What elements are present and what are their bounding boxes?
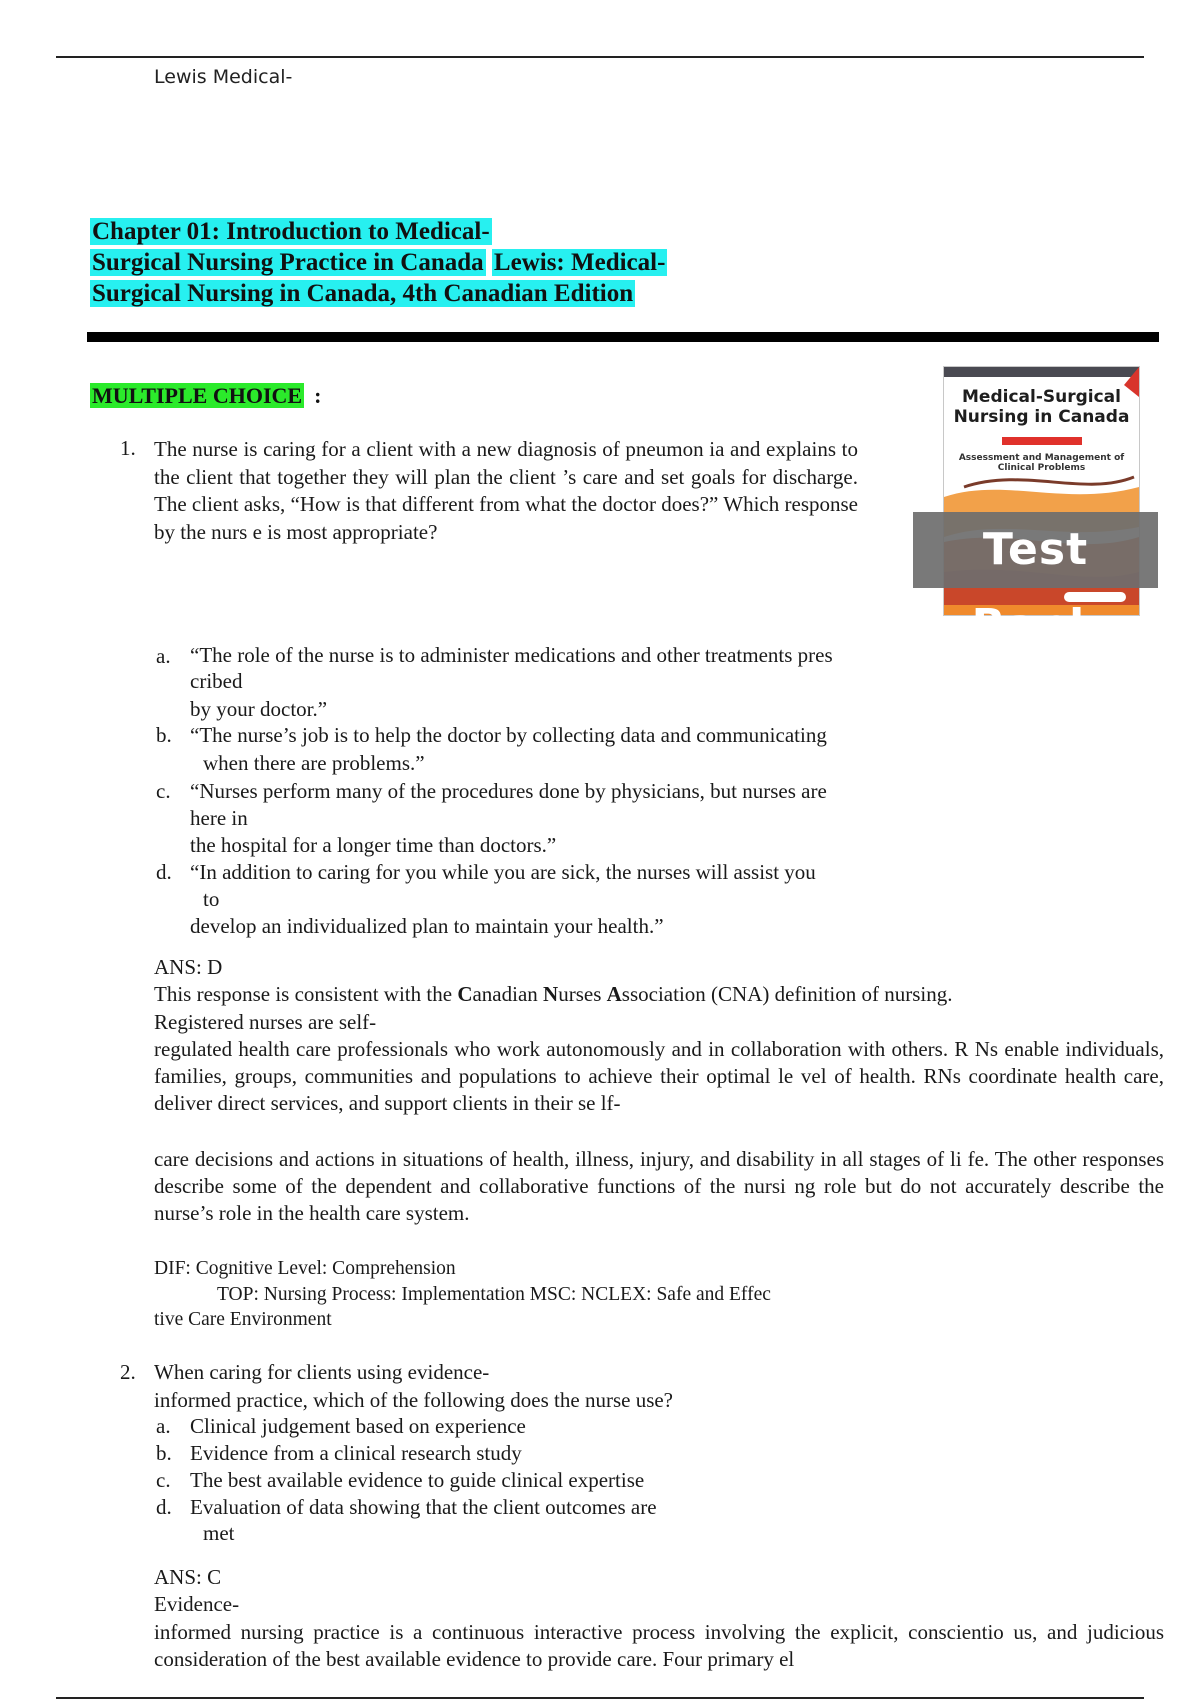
question-1-stem: The nurse is caring for a client with a new diagnosis of pneumon ia and explains to the client that together they will plan the client ’s care and set goals for discharge. The client asks, “How is that different from what the doctor does?” Which response by the nurs e is most appropriate? (154, 437, 858, 544)
question-2-stem-line2: informed practice, which of the following does the nurse use? (154, 1388, 674, 1412)
question-2-number: 2. (120, 1360, 136, 1384)
q1-option-d-text-line3: develop an individualized plan to maintain your health.” (190, 914, 664, 938)
q1-rationale-body2: care decisions and actions in situations of health, illness, injury, and disability in all stages of li fe. The other responses describe some of the dependent and collaborative functions of the nursi ng role but do not accurately describe the nurse’s role in the health care system. (154, 1147, 1164, 1225)
q2-option-c-text: The best available evidence to guide clinical expertise (190, 1468, 645, 1492)
section-divider (87, 332, 1159, 342)
q1-topic-cont: tive Care Environment (154, 1309, 332, 1330)
chapter-title-line2a: Surgical Nursing Practice in Canada (92, 249, 484, 276)
q1-option-c-text-line1: “Nurses perform many of the procedures done by physicians, but nurses are (190, 779, 827, 803)
q1-rationale-a: A (606, 982, 622, 1006)
q2-rationale-body: informed nursing practice is a continuous interactive process involving the explicit, conscientio us, and judicious consideration of the best available evidence to provide care. Four primary el (154, 1620, 1164, 1671)
q1-topic: TOP: Nursing Process: Implementation MSC: NCLEX: Safe and Effec (217, 1284, 771, 1305)
section-heading (90, 383, 321, 409)
q1-option-a-text-line3: by your doctor.” (190, 697, 328, 721)
q1-rationale-c-rest: anadian (472, 982, 544, 1006)
q1-rationale-n-rest: urses (558, 982, 607, 1006)
q2-option-a-text: Clinical judgement based on experience (190, 1414, 526, 1438)
q2-option-a-letter: a. (156, 1414, 171, 1438)
q2-option-b-text: Evidence from a clinical research study (190, 1441, 522, 1465)
q2-option-d-text-line2: met (203, 1521, 235, 1545)
q1-option-c-text-line3: the hospital for a longer time than doctors.” (190, 833, 557, 857)
q1-option-b-text-line2: when there are problems.” (203, 751, 425, 775)
chapter-title-line1: Chapter 01: Introduction to Medical- (92, 218, 490, 245)
running-header: Lewis Medical- (154, 66, 293, 88)
q1-option-a-text-line1: “The role of the nurse is to administer medications and other treatments pres (190, 643, 833, 667)
q2-option-c-letter: c. (156, 1468, 171, 1492)
cover-subtitle: Assessment and Management of Clinical Problems (958, 453, 1125, 473)
q1-option-c-letter: c. (156, 779, 171, 803)
q1-option-d-letter: d. (156, 860, 172, 884)
q1-option-a-letter: a. (156, 644, 171, 668)
bottom-rule (56, 1697, 1144, 1699)
q2-option-d-letter: d. (156, 1495, 172, 1519)
q2-rationale-line1: Evidence- (154, 1592, 240, 1616)
q1-rationale-line2: Registered nurses are self- (154, 1010, 377, 1034)
q1-option-b-letter: b. (156, 723, 172, 747)
q2-option-b-letter: b. (156, 1441, 172, 1465)
q1-option-c-text-line2: here in (190, 806, 248, 830)
top-rule (56, 56, 1144, 58)
cover-title: Medical-Surgical Nursing in Canada (953, 387, 1130, 427)
question-1-number: 1. (120, 436, 136, 460)
section-title: MULTIPLE CHOICE (92, 383, 303, 408)
q1-rationale-n: N (543, 982, 559, 1006)
question-2-stem-line1: When caring for clients using evidence- (154, 1360, 490, 1384)
test-bank-watermark: Test Bank (913, 512, 1158, 588)
q1-option-b-text-line1: “The nurse’s job is to help the doctor by collecting data and communicating (190, 723, 827, 747)
section-colon: : (314, 383, 322, 408)
q1-answer: ANS: D (154, 955, 223, 979)
q1-rationale-post: ssociation (CNA) definition of nursing. (621, 982, 953, 1006)
chapter-title-line2b: Lewis: Medical- (493, 249, 666, 276)
q2-answer: ANS: C (154, 1565, 222, 1589)
q1-difficulty: DIF: Cognitive Level: Comprehension (154, 1258, 456, 1279)
q1-rationale-pre: This response is consistent with the (154, 982, 458, 1006)
chapter-title (90, 216, 730, 309)
chapter-title-line3: Surgical Nursing in Canada, 4th Canadian Edition (92, 280, 634, 307)
q2-option-d-text: Evaluation of data showing that the client outcomes are (190, 1495, 657, 1519)
q1-rationale-line1 (154, 982, 1154, 1007)
q1-rationale-body1: regulated health care professionals who work autonomously and in collaboration with others. R Ns enable individuals, families, groups, communities and populations to achieve their optimal le vel of health. RNs coordinate health care, deliver direct services, and support clients in their se lf- (154, 1037, 1164, 1115)
q1-option-d-text-line1: “In addition to caring for you while you are sick, the nurses will assist you (190, 860, 816, 884)
q1-rationale-c: C (457, 982, 473, 1006)
cover-edition-bar (1002, 437, 1082, 445)
q1-option-a-text-line2: cribed (190, 669, 243, 693)
q1-option-d-text-line2: to (203, 887, 220, 911)
